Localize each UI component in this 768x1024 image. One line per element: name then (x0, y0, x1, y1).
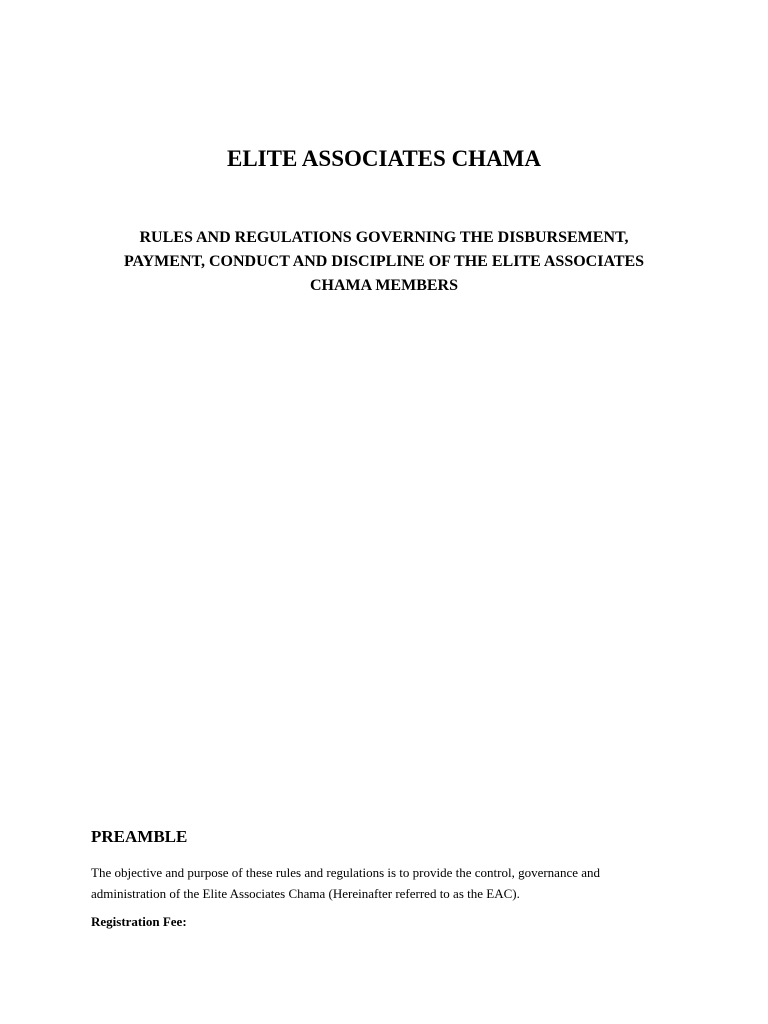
preamble-line: The objective and purpose of these rules and regulations is to provide the control, governance and (91, 865, 601, 880)
document-title: ELITE ASSOCIATES CHAMA (227, 146, 541, 171)
preamble-line: administration of the Elite Associates Chama (Hereinafter referred to as the EAC). (91, 886, 520, 901)
subtitle-line: CHAMA MEMBERS (310, 277, 458, 294)
preamble-paragraph (91, 862, 691, 904)
subtitle-line: PAYMENT, CONDUCT AND DISCIPLINE OF THE ELITE ASSOCIATES (123, 253, 645, 270)
registration-fee-heading: Registration Fee: (91, 914, 187, 929)
subtitle-line: RULES AND REGULATIONS GOVERNING THE DISBURSEMENT, (139, 229, 629, 246)
preamble-heading: PREAMBLE (91, 827, 188, 846)
document-subtitle (80, 226, 688, 298)
